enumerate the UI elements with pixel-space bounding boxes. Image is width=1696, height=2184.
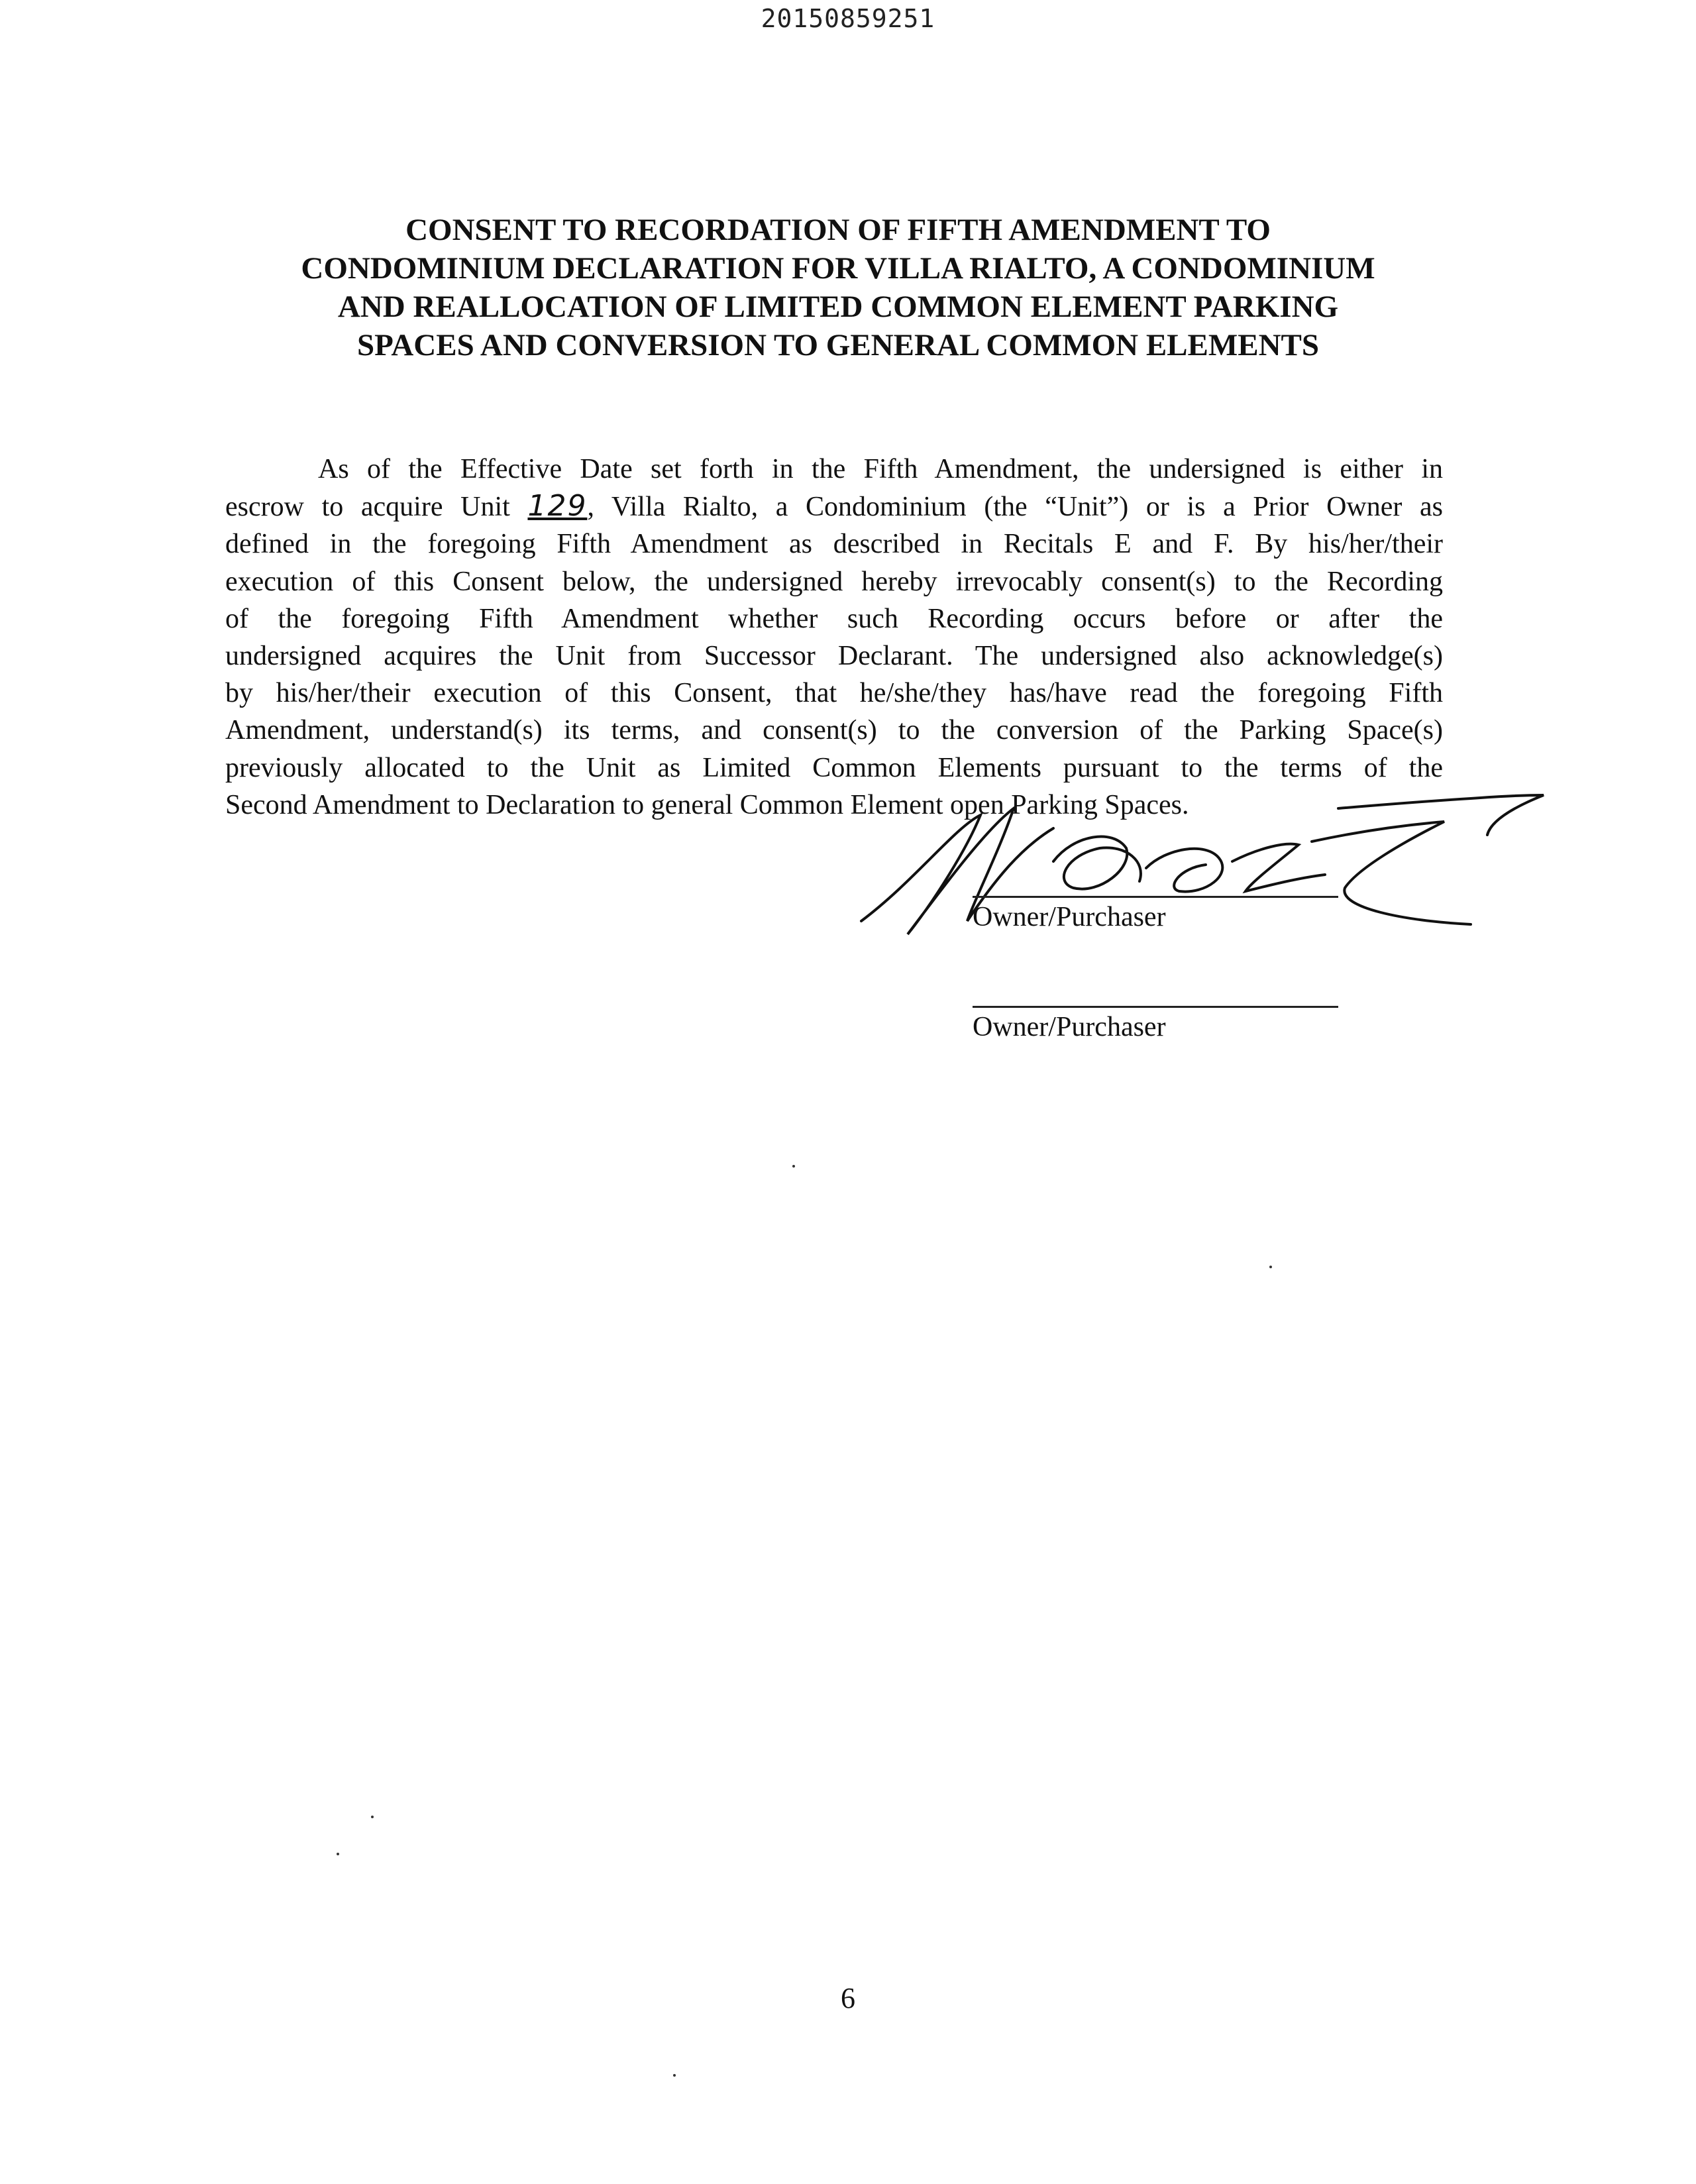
paragraph-line: of the foregoing Fifth Amendment whether such Recording occurs before or after the xyxy=(225,603,1443,634)
signature-label: Owner/Purchaser xyxy=(973,902,1166,932)
unit-number-handwritten: 129 xyxy=(527,489,588,523)
paragraph-text: escrow to acquire Unit xyxy=(225,492,510,523)
signature-line xyxy=(973,1006,1338,1008)
paragraph-line: by his/her/their execution of this Consent, that he/she/they has/have read the foregoing Fifth xyxy=(225,678,1443,709)
paragraph-line: execution of this Consent below, the undersigned hereby irrevocably consent(s) to the Recording xyxy=(225,566,1443,597)
scan-speck xyxy=(371,1816,374,1818)
consent-paragraph xyxy=(225,451,1443,824)
paragraph-line: previously allocated to the Unit as Limited Common Elements pursuant to the terms of the xyxy=(225,752,1443,783)
paragraph-line: defined in the foregoing Fifth Amendment as described in Recitals E and F. By his/her/their xyxy=(225,529,1443,560)
paragraph-line: undersigned acquires the Unit from Successor Declarant. The undersigned also acknowledge(s) xyxy=(225,641,1443,672)
scan-speck xyxy=(673,2074,676,2077)
paragraph-line: Second Amendment to Declaration to general Common Element open Parking Spaces. xyxy=(225,789,1189,820)
title-line: CONDOMINIUM DECLARATION FOR VILLA RIALTO, A CONDOMINIUM xyxy=(301,251,1375,286)
paragraph-line: Amendment, understand(s) its terms, and consent(s) to the conversion of the Parking Space(s) xyxy=(225,715,1443,746)
document-title xyxy=(199,211,1477,364)
document-number: 20150859251 xyxy=(761,4,935,33)
title-line: SPACES AND CONVERSION TO GENERAL COMMON ELEMENTS xyxy=(356,328,1320,362)
signature-line xyxy=(973,896,1338,898)
title-line: AND REALLOCATION OF LIMITED COMMON ELEMENT PARKING xyxy=(337,290,1339,324)
page-number: 6 xyxy=(841,1982,855,2014)
scan-speck xyxy=(1269,1266,1272,1268)
paragraph-text: , Villa Rialto, a Condominium (the “Unit”) or is a Prior Owner as xyxy=(587,492,1443,523)
scan-speck xyxy=(337,1853,339,1855)
title-line: CONSENT TO RECORDATION OF FIFTH AMENDMENT TO xyxy=(405,213,1271,247)
paragraph-line-unit xyxy=(225,488,1443,525)
scan-speck xyxy=(792,1165,795,1168)
handwritten-signature xyxy=(835,769,1564,967)
signature-label: Owner/Purchaser xyxy=(973,1012,1166,1042)
paragraph-line: As of the Effective Date set forth in the Fifth Amendment, the undersigned is either in xyxy=(318,454,1443,484)
